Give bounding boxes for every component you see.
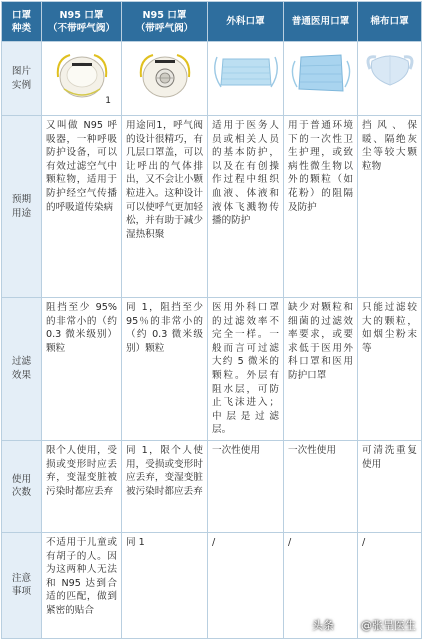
filtration-n95-no-valve: 阻挡至少 95%的非常小的（约 0.3 微米级别）颗粒 xyxy=(42,298,122,441)
n95-valve-mask-image xyxy=(135,47,195,103)
header-n95-valve-line1: N95 口罩 xyxy=(142,9,187,21)
header-n95-valve-line2: （带呼气阀） xyxy=(135,22,194,34)
times-n95-valve: 同 1，限个人使用，受损或变形时应丢弃，变湿变脏被污染时都应丢弃 xyxy=(122,440,208,532)
picture-row xyxy=(2,42,422,116)
notes-surgical: / xyxy=(208,532,284,638)
header-n95-no-valve-line2: （不带呼气阀） xyxy=(47,22,116,34)
header-cotton: 棉布口罩 xyxy=(358,2,422,42)
notes-medical: / xyxy=(284,532,358,638)
usage-n95-no-valve: 又叫做 N95 呼吸器，一种呼吸防护设备，可以有效过滤空气中颗粒物，适用于防护经空气传播的呼吸道传染病 xyxy=(42,116,122,298)
notes-row-label: 注意 事项 xyxy=(2,532,42,638)
times-row xyxy=(2,440,422,532)
filtration-row xyxy=(2,298,422,441)
usage-medical: 用于普通环境下的一次性卫生护理，或致病性微生物以外的颗粒（如花粉）的阻隔及防护 xyxy=(284,116,358,298)
watermark-handle: @张呈医生 xyxy=(361,619,416,632)
filtration-n95-valve: 同 1，阻挡至少 95％的非常小的（约 0.3 微米级别）颗粒 xyxy=(122,298,208,441)
notes-n95-no-valve: 不适用于儿童或有胡子的人。因为这两种人无法和 N95 达到合适的匹配，做到紧密的贴合 xyxy=(42,532,122,638)
cotton-mask-image xyxy=(362,47,418,91)
surgical-picture-cell xyxy=(208,42,284,116)
notes-n95-valve: 同 1 xyxy=(122,532,208,638)
corner-header xyxy=(2,2,42,42)
usage-n95-valve: 用途同1，呼气阀的设计很精巧，有几层口罩盖，可以让呼出的气体排出，又不会让小颗粒进入。这种设计可以使呼气更加轻松，并有助于减少湿热积聚 xyxy=(122,116,208,298)
times-cotton: 可清洗重复使用 xyxy=(358,440,422,532)
times-n95-no-valve: 限个人使用，受损或变形时应丢弃，变湿变脏被污染时都应丢弃 xyxy=(42,440,122,532)
header-n95-valve xyxy=(122,2,208,42)
n95-no-valve-picture-cell xyxy=(42,42,122,116)
times-medical: 一次性使用 xyxy=(284,440,358,532)
usage-surgical: 适用于医务人员或相关人员的基本防护，以及在有创操作过程中组织血液、体液和液体飞溅物传播的防护 xyxy=(208,116,284,298)
filtration-medical: 缺少对颗粒和细菌的过滤效率要求，或要求低于医用外科口罩和医用防护口罩 xyxy=(284,298,358,441)
usage-row-label: 预期 用途 xyxy=(2,116,42,298)
usage-row xyxy=(2,116,422,298)
header-row xyxy=(2,2,422,42)
header-medical: 普通医用口罩 xyxy=(284,2,358,42)
camera-icon xyxy=(340,618,356,634)
mask-comparison-table xyxy=(1,1,422,639)
notes-cotton: / xyxy=(358,532,422,638)
picture-row-label: 图片 实例 xyxy=(2,42,42,116)
picture-number: 1 xyxy=(105,95,111,106)
watermark xyxy=(312,617,416,634)
n95-valve-picture-cell xyxy=(122,42,208,116)
corner-header-line1: 口罩 xyxy=(11,9,32,21)
header-n95-no-valve xyxy=(42,2,122,42)
filtration-surgical: 医用外科口罩的过滤效率不完全一样。一般而言可过滤大约 5 微米的颗粒。外层有阻水层，可防止飞沫进入；中层是过滤层。 xyxy=(208,298,284,441)
filtration-row-label: 过滤 效果 xyxy=(2,298,42,441)
medical-mask-image xyxy=(289,47,353,101)
watermark-prefix: 头条 xyxy=(312,619,334,632)
corner-header-line2: 种类 xyxy=(11,22,32,34)
filtration-cotton: 只能过滤较大的颗粒，如烟尘粉末等 xyxy=(358,298,422,441)
header-n95-no-valve-line1: N95 口罩 xyxy=(59,9,104,21)
n95-mask-image xyxy=(52,47,112,103)
times-surgical: 一次性使用 xyxy=(208,440,284,532)
header-surgical: 外科口罩 xyxy=(208,2,284,42)
usage-cotton: 挡风、保暖、隔绝灰尘等较大颗粒物 xyxy=(358,116,422,298)
times-row-label: 使用 次数 xyxy=(2,440,42,532)
cotton-picture-cell xyxy=(358,42,422,116)
medical-picture-cell xyxy=(284,42,358,116)
surgical-mask-image xyxy=(213,47,279,97)
